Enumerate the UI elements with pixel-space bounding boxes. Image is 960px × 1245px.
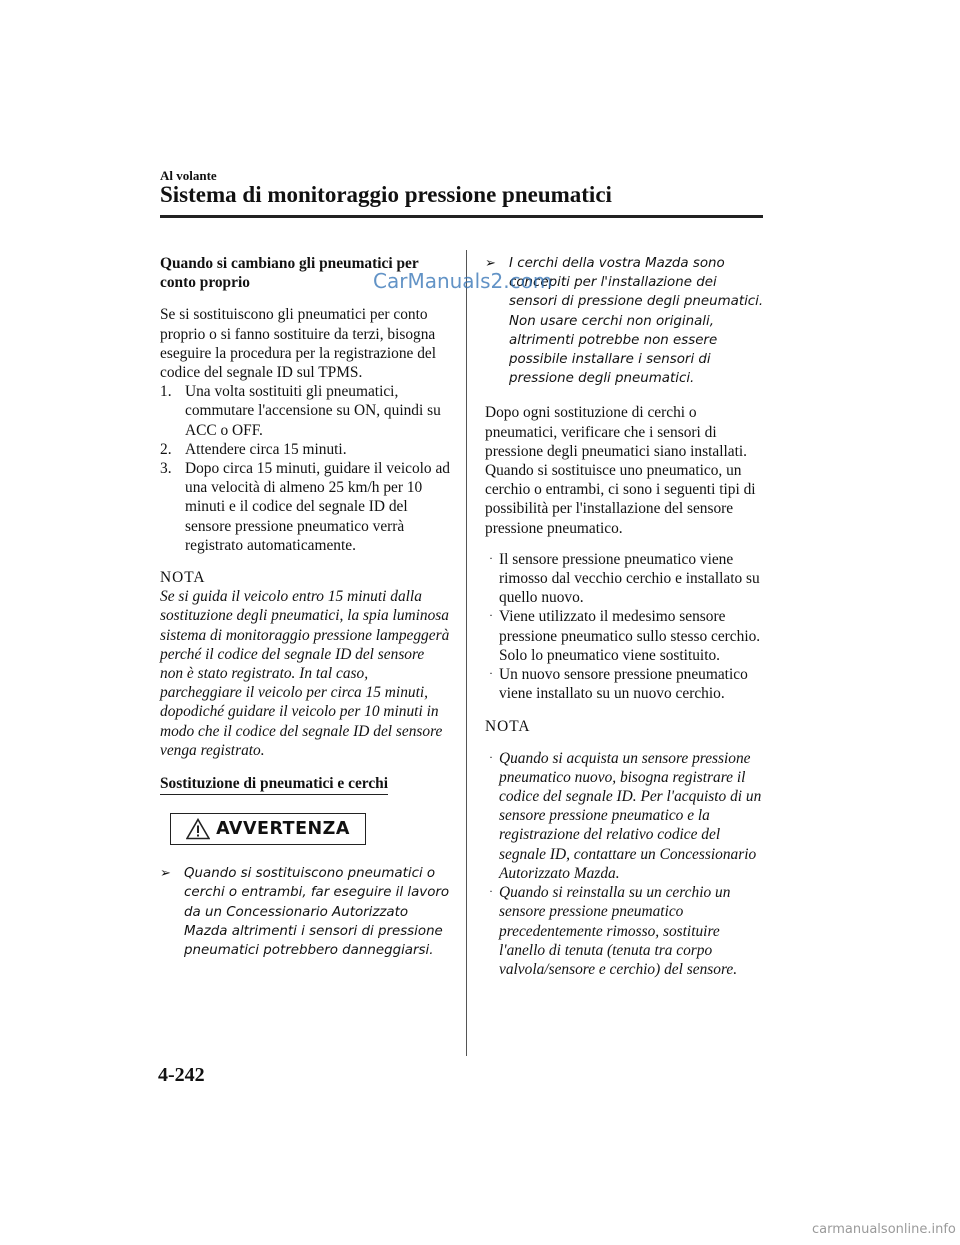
warning-triangle-icon bbox=[186, 818, 210, 840]
list-item-text: Viene utilizzato il medesimo sensore pressione pneumatico sullo stesso cerchio. Solo lo pneumatico viene sostituito. bbox=[499, 608, 761, 664]
arrow-bullet-icon: ➢ bbox=[160, 866, 171, 882]
watermark-top: CarManuals2.com bbox=[373, 269, 553, 293]
right-column bbox=[485, 254, 765, 979]
note-label: NOTA bbox=[485, 718, 531, 736]
step-number: 3. bbox=[160, 460, 172, 478]
list-item bbox=[485, 550, 765, 608]
steps-list bbox=[160, 382, 450, 555]
step-text: Dopo circa 15 minuti, guidare il veicolo ad una velocità di almeno 25 km/h per 10 minuti e il codice del segnale ID del sensore pressione pneumatico verrà registrato automaticamente. bbox=[185, 460, 450, 554]
list-item-text: Quando si acquista un sensore pressione pneumatico nuovo, bisogna registrare il codice del segnale ID. Per l'acquisto di un sensore pressione pneumatico e la registrazione del relativo codice del segnale ID, contattare un Concessionario Autorizzato Mazda. bbox=[499, 749, 762, 882]
step-text: Una volta sostituiti gli pneumatici, commutare l'accensione su ON, quindi su ACC o OFF. bbox=[185, 383, 441, 439]
step-item bbox=[160, 459, 450, 555]
step-number: 2. bbox=[160, 440, 172, 458]
column-divider bbox=[466, 250, 467, 1056]
bullet-dot-icon: · bbox=[489, 550, 493, 565]
installation-options-list bbox=[485, 550, 765, 704]
bullet-dot-icon: · bbox=[489, 749, 493, 764]
watermark-bottom: carmanualsonline.info bbox=[812, 1222, 956, 1237]
note-list bbox=[485, 749, 765, 979]
list-item bbox=[485, 607, 765, 665]
list-item-text: Un nuovo sensore pressione pneumatico viene installato su un nuovo cerchio. bbox=[499, 666, 748, 703]
step-item bbox=[160, 382, 450, 440]
page-title: Sistema di monitoraggio pressione pneumatici bbox=[160, 182, 612, 207]
list-item bbox=[485, 665, 765, 703]
list-item-text: Il sensore pressione pneumatico viene rimosso dal vecchio cerchio e installato su quello nuovo. bbox=[499, 550, 760, 607]
bullet-dot-icon: · bbox=[489, 666, 493, 681]
arrow-bullet-icon: ➢ bbox=[485, 256, 496, 271]
step-text: Attendere circa 15 minuti. bbox=[185, 440, 347, 458]
warning-text: I cerchi della vostra Mazda sono concepiti per l'installazione dei sensori di pressione degli pneumatici. Non usare cerchi non originali, altrimenti potrebbe non essere possibile installare i sensori di pressione degli pneumatici. bbox=[509, 256, 764, 387]
warning-label: AVVERTENZA bbox=[216, 818, 350, 839]
subhead-own-tires: Quando si cambiano gli pneumatici per conto proprio bbox=[160, 255, 419, 292]
title-rule bbox=[160, 215, 763, 218]
bullet-dot-icon: · bbox=[489, 884, 493, 899]
note-text: Se si guida il veicolo entro 15 minuti dalla sostituzione degli pneumatici, la spia luminosa sistema di monitoraggio pressione lampeggerà perché il codice del segnale ID del sensore non è stato registrato. In tal caso, parcheggiare il veicolo per circa 15 minuti, dopodiché guidare il veicolo per 10 minuti in modo che il codice del segnale ID del sensore venga registrato. bbox=[160, 588, 450, 759]
section-label: Al volante bbox=[160, 168, 217, 183]
step-item bbox=[160, 440, 450, 459]
warning-text: Quando si sostituiscono pneumatici o cerchi o entrambi, far eseguire il lavoro da un Concessionario Autorizzato Mazda altrimenti i sensori di pressione pneumatici potrebbero danneggiarsi. bbox=[184, 866, 450, 959]
intro-paragraph: Se si sostituiscono gli pneumatici per conto proprio o si fanno sostituire da terzi, bisogna eseguire la procedura per la registrazione del codice del segnale ID sul TPMS. bbox=[160, 306, 437, 382]
list-item-text: Quando si reinstalla su un cerchio un sensore pressione pneumatico precedentemente rimosso, sostituire l'anello di tenuta (tenuta tra corpo valvola/sensore e cerchio) del sensore. bbox=[499, 884, 738, 978]
page-number: 4-242 bbox=[158, 1064, 205, 1086]
warning-item bbox=[160, 864, 450, 960]
subhead-replace-tires-wheels: Sostituzione di pneumatici e cerchi bbox=[160, 774, 388, 795]
warning-box bbox=[170, 813, 366, 845]
list-item bbox=[485, 749, 765, 883]
note-label: NOTA bbox=[160, 569, 206, 587]
installation-paragraph: Dopo ogni sostituzione di cerchi o pneumatici, verificare che i sensori di pressione degli pneumatici siano installati. Quando si sostituisce uno pneumatico, un cerchio o entrambi, ci sono i seguenti tipi di possibilità per l'installazione del sensore pressione pneumatico. bbox=[485, 404, 756, 537]
list-item bbox=[485, 883, 765, 979]
bullet-dot-icon: · bbox=[489, 608, 493, 623]
step-number: 1. bbox=[160, 383, 172, 401]
left-column bbox=[160, 254, 450, 960]
